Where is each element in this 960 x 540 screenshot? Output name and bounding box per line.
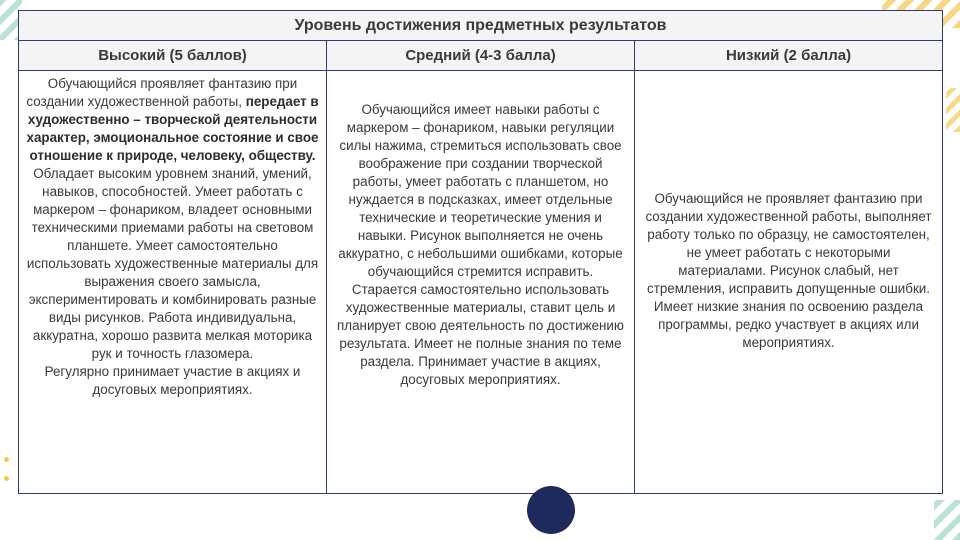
- decorative-stripes-bottom-right: [934, 500, 960, 540]
- cell-high-level: [19, 71, 327, 494]
- cell-low-level: Обучающийся не проявляет фантазию при создании художественной работы, выполняет работу только по образцу, не самостоятелен, не умеет работать с некоторыми материалами. Рисунок слабый, нет стремления, исправить допущенные ошибки. Имеет низкие знания по освоению раздела программы, редко участвует в акциях или мероприятиях.: [635, 71, 943, 494]
- decorative-dots: [4, 457, 9, 495]
- results-table: [18, 10, 943, 494]
- cell-medium-level: Обучающийся имеет навыки работы с маркером – фонариком, навыки регуляции силы нажима, стремиться использовать свое воображение при создании творческой работы, умеет работать с планшетом, но нуждается в подсказках, имеет отдельные технические и теоретические умения и навыки. Рисунок выполняется не очень аккуратно, с небольшими ошибками, которые обучающийся стремится исправить. Старается самостоятельно использовать художественные материалы, ставит цель и планирует свою деятельность по достижению результата. Имеет не полные знания по теме раздела. Принимает участие в акциях, досуговых мероприятиях.: [327, 71, 635, 494]
- high-text-bold: передает в художественно – творческой деятельности характер, эмоциональное состояние и свое отношение к природе, человеку, обществу.: [26, 94, 319, 163]
- decorative-stripes-right: [946, 88, 960, 132]
- high-text-participation: Регулярно принимает участие в акциях и досуговых мероприятиях.: [44, 364, 301, 397]
- decorative-circle: [527, 486, 575, 534]
- high-text-intro: Обучающийся проявляет фантазию при создании художественной работы,: [26, 76, 298, 109]
- column-header-high: Высокий (5 баллов): [19, 41, 327, 71]
- table-row: [19, 71, 943, 494]
- column-header-medium: Средний (4-3 балла): [327, 41, 635, 71]
- column-header-low: Низкий (2 балла): [635, 41, 943, 71]
- high-text-skills: Обладает высоким уровнем знаний, умений, навыков, способностей. Умеет работать с маркером – фонариком, владеет основными техническими приемами работы на световом планшете. Умеет самостоятельно использовать художественные материалы для выражения своего замысла, экспериментировать и комбинировать разные виды рисунков. Работа индивидуальна, аккуратна, хорошо развита мелкая моторика рук и точность глазомера.: [26, 166, 319, 361]
- table-title: Уровень достижения предметных результатов: [19, 11, 943, 41]
- table-header-row: [19, 41, 943, 71]
- table-title-row: [19, 11, 943, 41]
